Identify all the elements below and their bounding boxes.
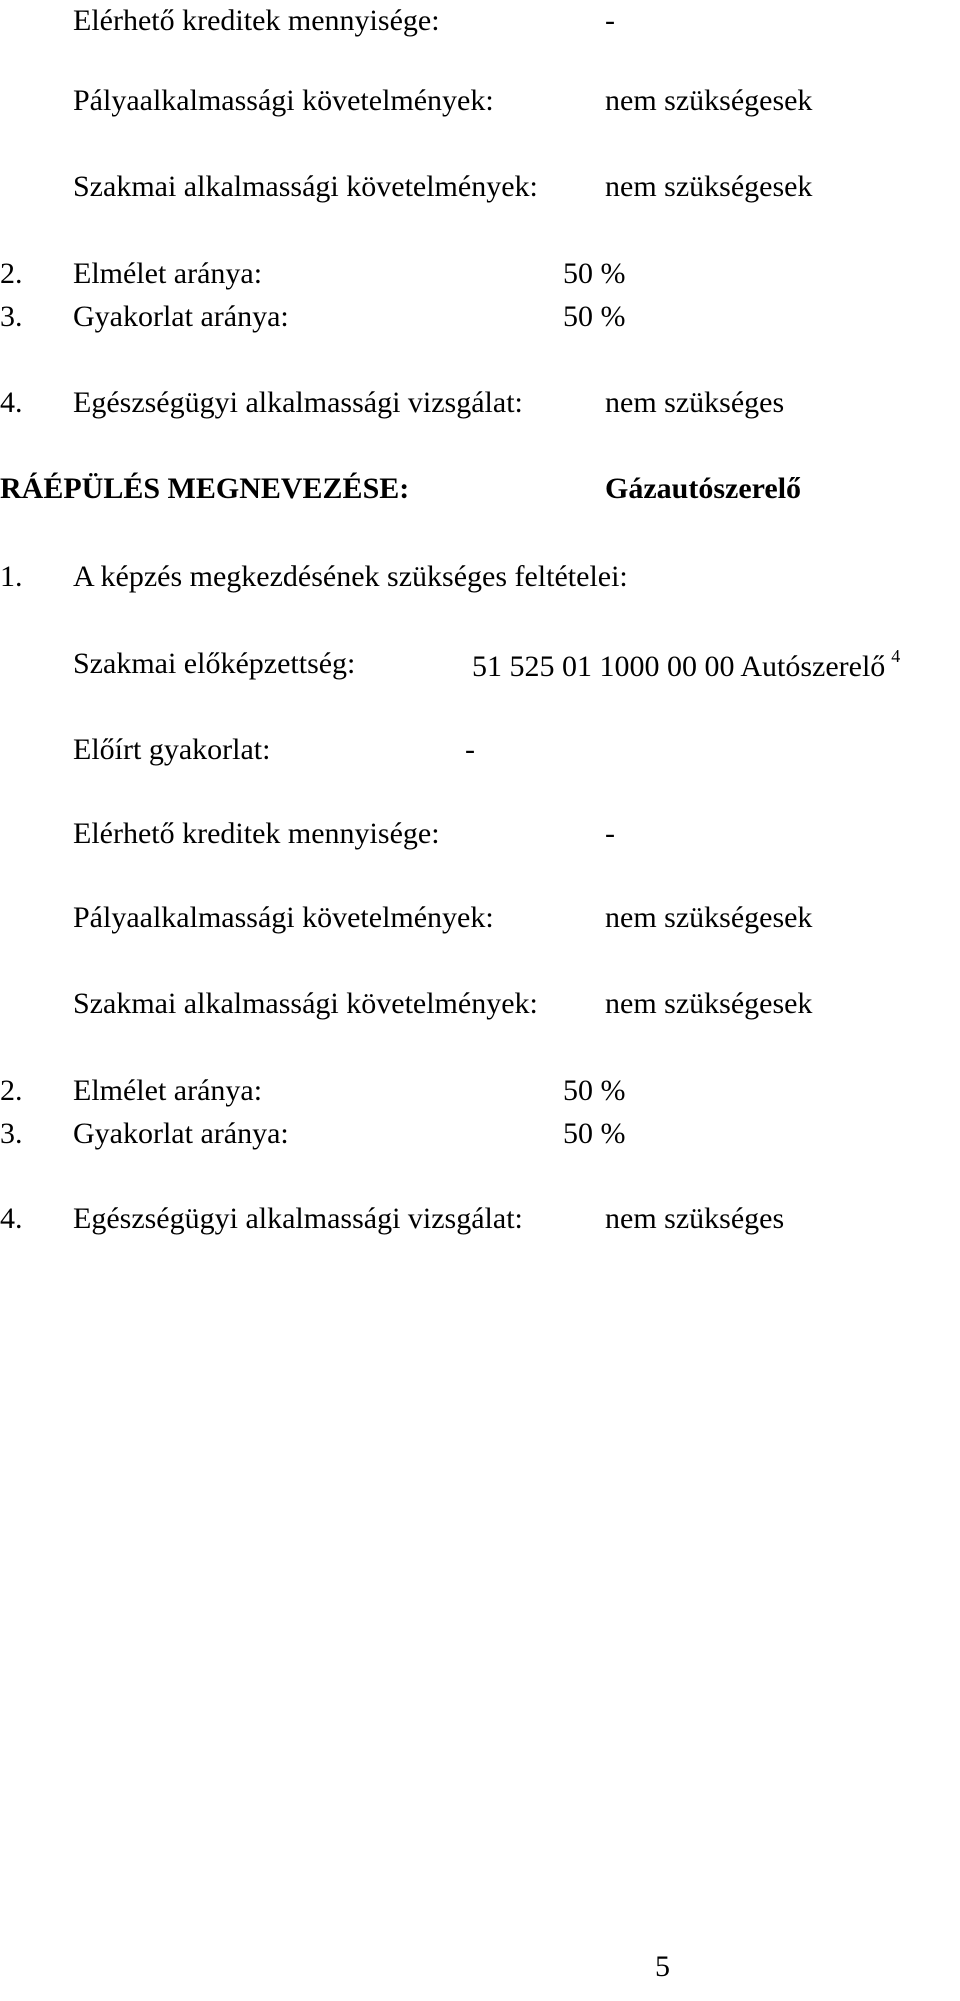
- practice-value-2: 50 %: [563, 1117, 626, 1150]
- theory-value: 50 %: [563, 257, 626, 290]
- footnote-marker: 4: [891, 646, 901, 666]
- career-label: Pályaalkalmassági követelmények:: [73, 84, 494, 117]
- practice-requirement-value: -: [465, 733, 475, 766]
- practice-number: 3.: [0, 300, 23, 333]
- health-value-2: nem szükséges: [605, 1202, 785, 1235]
- theory-label-2: Elmélet aránya:: [73, 1074, 263, 1107]
- professional-value: nem szükségesek: [605, 170, 813, 203]
- theory-label: Elmélet aránya:: [73, 257, 263, 290]
- credits-label-2: Elérhető kreditek mennyisége:: [73, 817, 440, 850]
- theory-number-2: 2.: [0, 1074, 23, 1107]
- credits-value: -: [605, 4, 615, 37]
- health-number-2: 4.: [0, 1202, 23, 1235]
- credits-value-2: -: [605, 817, 615, 850]
- practice-label-2: Gyakorlat aránya:: [73, 1117, 289, 1150]
- health-label: Egészségügyi alkalmassági vizsgálat:: [73, 386, 523, 419]
- prior-qualification-value: [472, 646, 901, 687]
- conditions-label: A képzés megkezdésének szükséges feltételei:: [73, 560, 628, 593]
- career-value-2: nem szükségesek: [605, 901, 813, 934]
- section-heading-label: RÁÉPÜLÉS MEGNEVEZÉSE:: [0, 472, 410, 505]
- professional-label: Szakmai alkalmassági követelmények:: [73, 170, 538, 203]
- practice-requirement-label: Előírt gyakorlat:: [73, 733, 271, 766]
- health-label-2: Egészségügyi alkalmassági vizsgálat:: [73, 1202, 523, 1235]
- practice-value: 50 %: [563, 300, 626, 333]
- prior-qualification-label: Szakmai előképzettség:: [73, 647, 356, 680]
- prior-qualification-text: 51 525 01 1000 00 00 Autószerelő: [472, 650, 886, 683]
- conditions-number: 1.: [0, 560, 23, 593]
- page-number: 5: [655, 1950, 670, 1983]
- section-heading-value: Gázautószerelő: [605, 472, 802, 505]
- practice-number-2: 3.: [0, 1117, 23, 1150]
- theory-value-2: 50 %: [563, 1074, 626, 1107]
- credits-label: Elérhető kreditek mennyisége:: [73, 4, 440, 37]
- theory-number: 2.: [0, 257, 23, 290]
- career-value: nem szükségesek: [605, 84, 813, 117]
- health-value: nem szükséges: [605, 386, 785, 419]
- career-label-2: Pályaalkalmassági követelmények:: [73, 901, 494, 934]
- professional-label-2: Szakmai alkalmassági követelmények:: [73, 987, 538, 1020]
- professional-value-2: nem szükségesek: [605, 987, 813, 1020]
- practice-label: Gyakorlat aránya:: [73, 300, 289, 333]
- health-number: 4.: [0, 386, 23, 419]
